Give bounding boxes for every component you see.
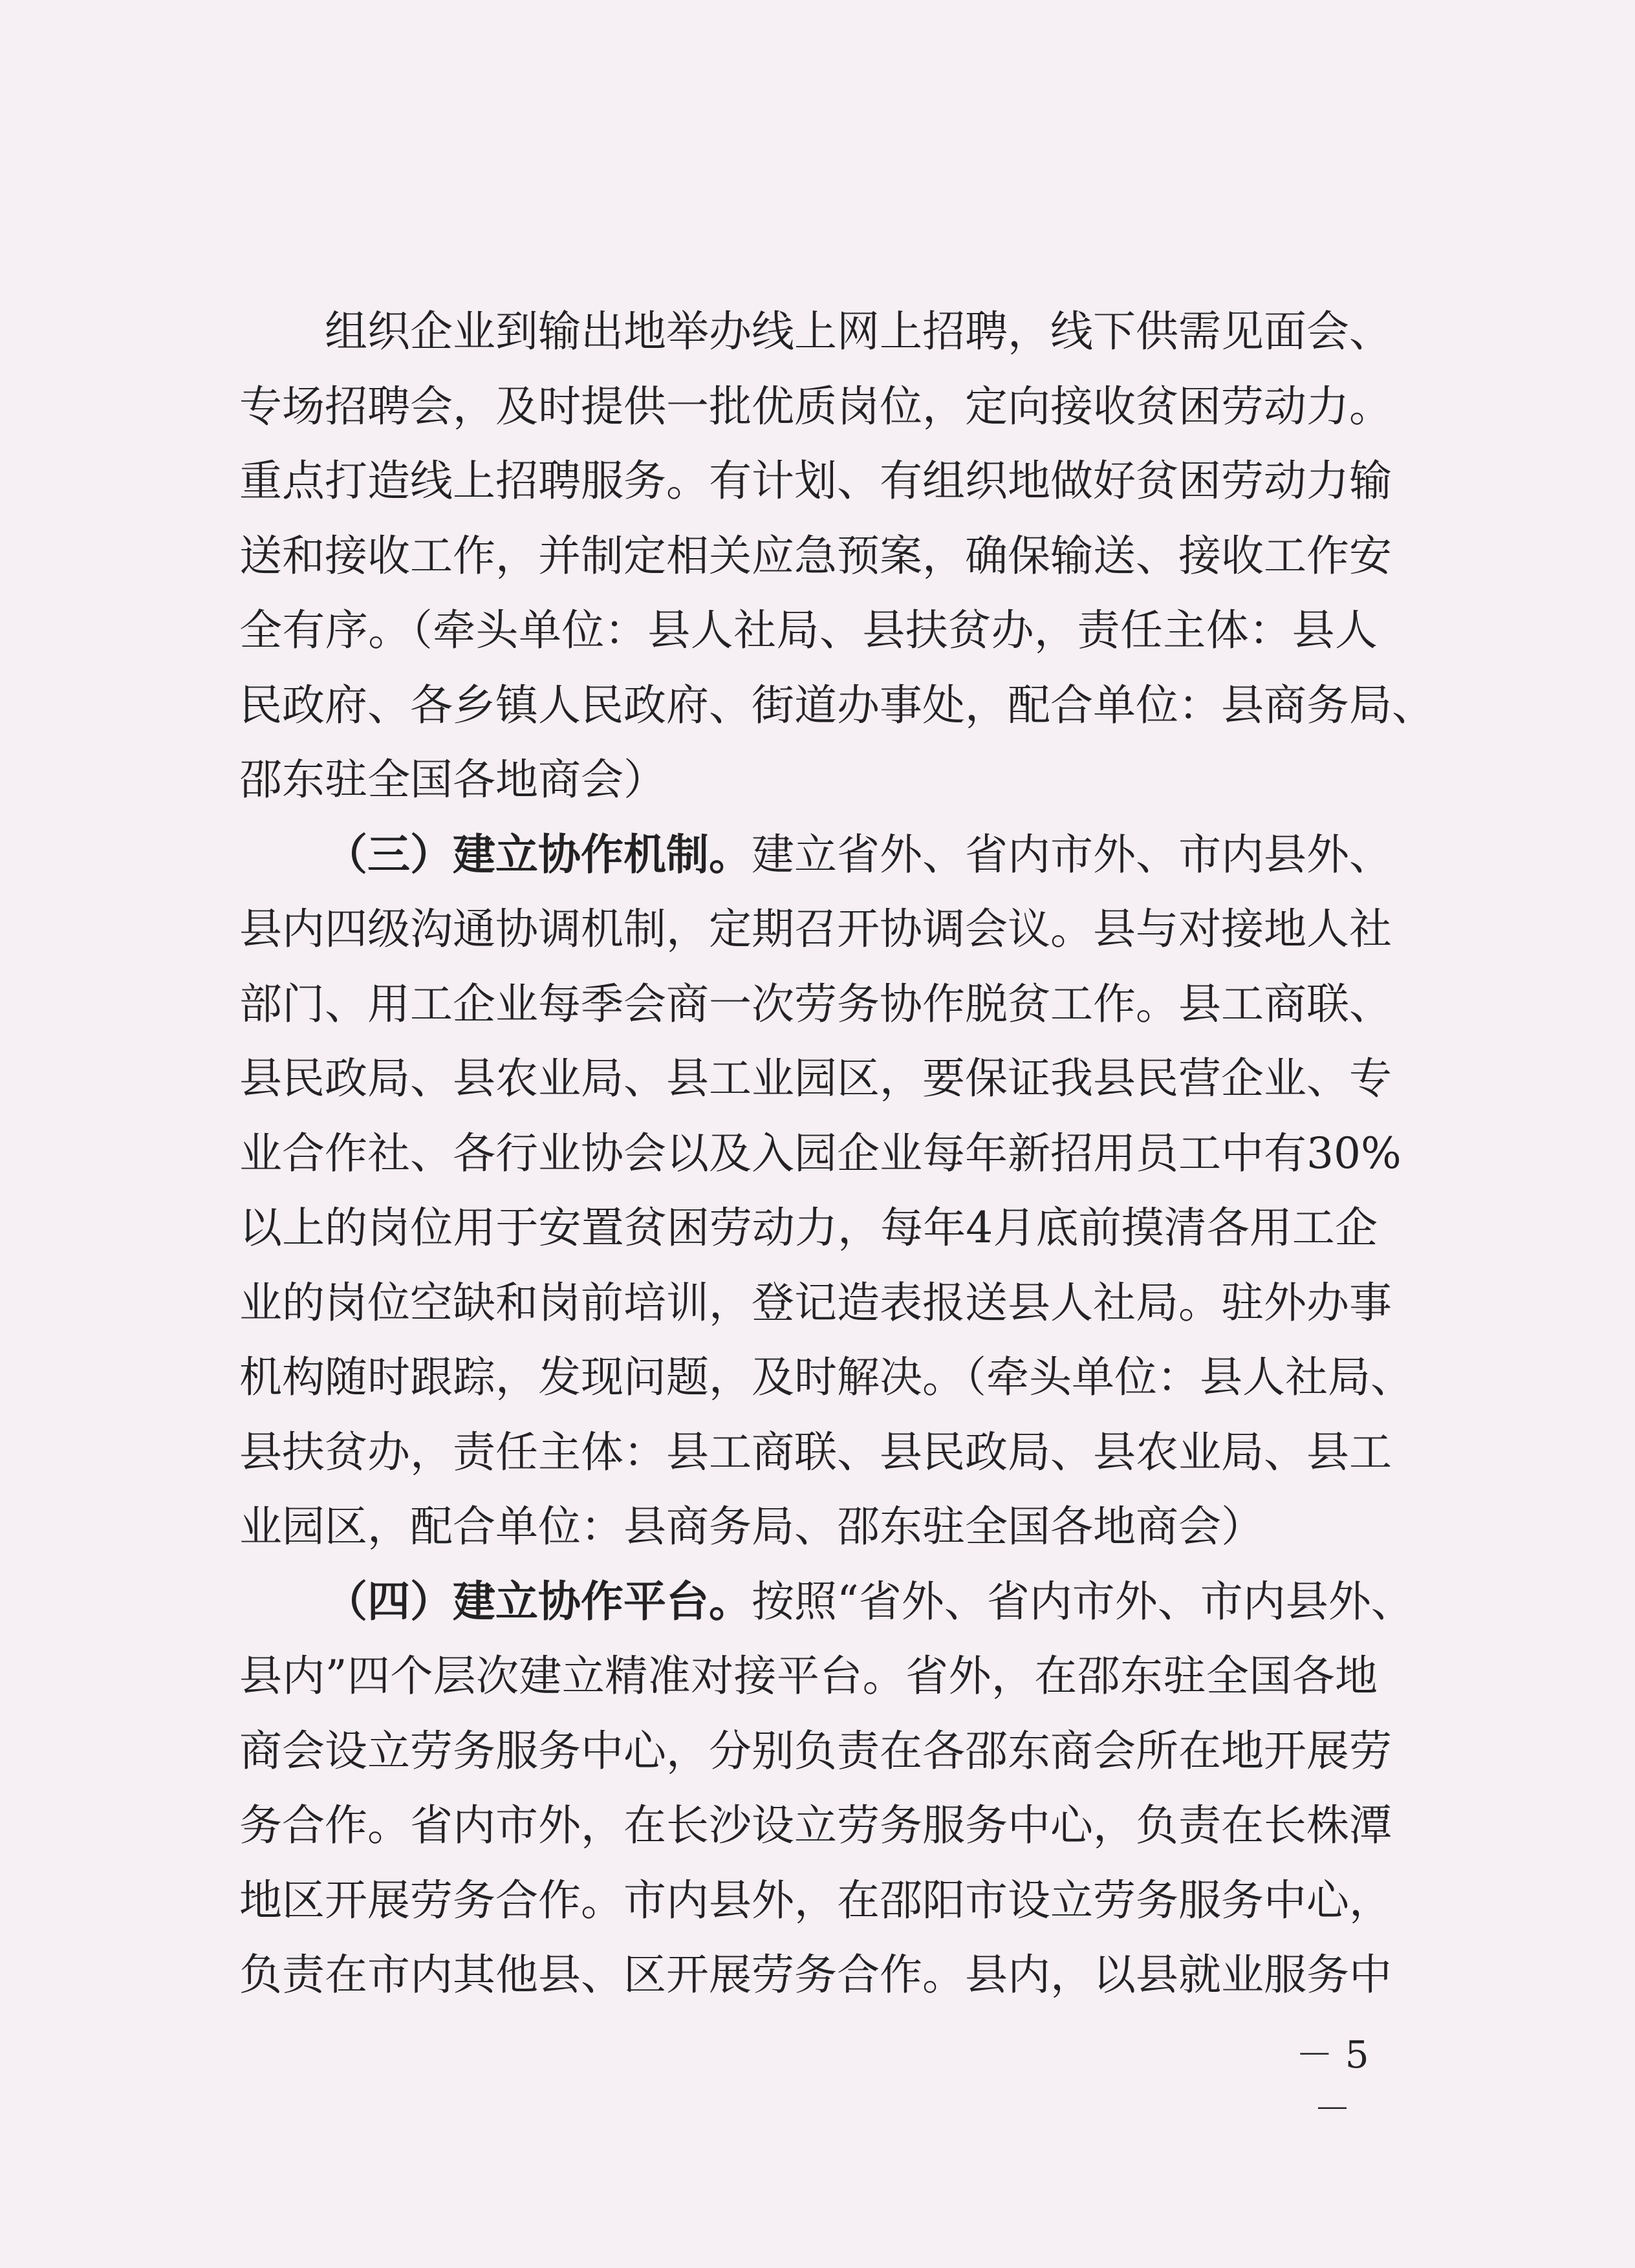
paragraph-line: 专场招聘会，及时提供一批优质岗位，定向接收贫困劳动力。: [239, 381, 1392, 431]
page-number: － 5 －: [1295, 2033, 1369, 2131]
paragraph-line: 业园区，配合单位：县商务局、邵东驻全国各地商会）: [239, 1502, 1264, 1551]
paragraph-line: 地区开展劳务合作。市内县外，在邵阳市设立劳务服务中心，: [239, 1875, 1392, 1925]
paragraph-line: 机构随时跟踪，发现问题，及时解决。（牵头单位：县人社局、: [239, 1352, 1413, 1402]
paragraph-line: 送和接收工作，并制定相关应急预案，确保输送、接收工作安: [239, 530, 1392, 581]
paragraph-line: 县扶贫办，责任主体：县工商联、县民政局、县农业局、县工: [239, 1427, 1392, 1477]
body-text: [239, 294, 1435, 2013]
paragraph-line: 县内四级沟通协调机制，定期召开协调会议。县与对接地人社: [239, 904, 1392, 954]
paragraph-line: 县民政局、县农业局、县工业园区，要保证我县民营企业、专: [239, 1053, 1392, 1103]
paragraph-line: [239, 817, 1392, 892]
paragraph-line: 以上的岗位用于安置贫困劳动力，每年4月底前摸清各用工企: [239, 1203, 1378, 1253]
paragraph-line: 商会设立劳务服务中心，分别负责在各邵东商会所在地开展劳: [239, 1725, 1392, 1776]
section-heading: （四）建立协作平台。: [325, 1575, 752, 1626]
paragraph-line: 业的岗位空缺和岗前培训，登记造表报送县人社局。驻外办事: [239, 1277, 1392, 1328]
paragraph-line: 民政府、各乡镇人民政府、街道办事处，配合单位：县商务局、: [239, 680, 1435, 730]
paragraph-line: 务合作。省内市外，在长沙设立劳务服务中心，负责在长株潭: [239, 1800, 1392, 1850]
paragraph-line: [239, 1564, 1414, 1639]
paragraph-text: 建立省外、省内市外、市内县外、: [752, 829, 1392, 880]
paragraph-line: 重点打造线上招聘服务。有计划、有组织地做好贫困劳动力输: [239, 456, 1392, 506]
paragraph-text: 按照“省外、省内市外、市内县外、: [752, 1576, 1414, 1626]
paragraph-line: 负责在市内其他县、区开展劳务合作。县内，以县就业服务中: [239, 1950, 1392, 2000]
paragraph-line: 邵东驻全国各地商会）: [239, 755, 666, 805]
paragraph-line: 部门、用工企业每季会商一次劳务协作脱贫工作。县工商联、: [239, 978, 1392, 1029]
paragraph-line: 县内”四个层次建立精准对接平台。省外，在邵东驻全国各地: [239, 1651, 1378, 1701]
paragraph-line: 组织企业到输出地举办线上网上招聘，线下供需见面会、: [325, 307, 1392, 356]
paragraph-line: 业合作社、各行业协会以及入园企业每年新招用员工中有30%: [239, 1128, 1402, 1178]
section-heading: （三）建立协作机制。: [325, 828, 752, 880]
paragraph-line: 全有序。（牵头单位：县人社局、县扶贫办，责任主体：县人: [239, 605, 1378, 655]
